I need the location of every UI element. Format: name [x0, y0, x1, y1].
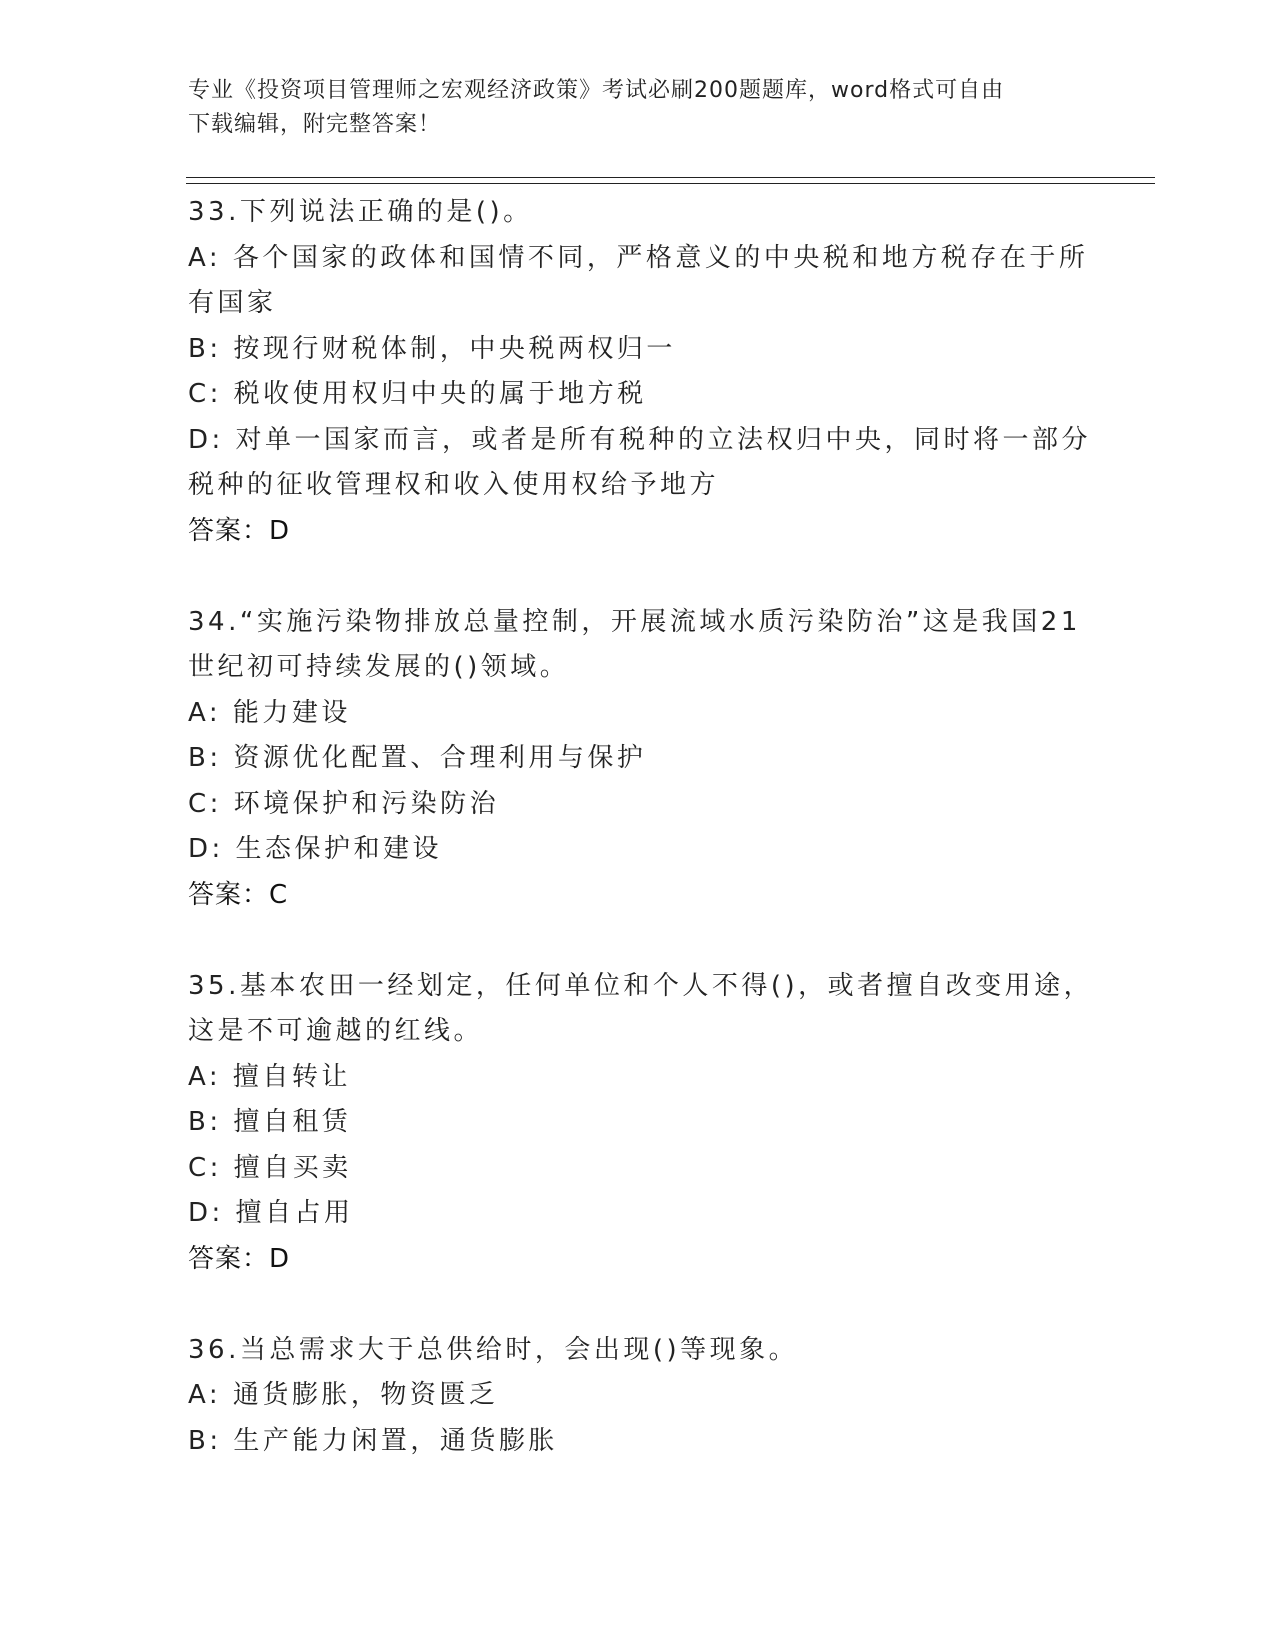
option-c: C: 环境保护和污染防治: [188, 788, 500, 819]
option-a-continued: 有国家: [188, 288, 277, 318]
option-c: C: 擅自买卖: [188, 1152, 352, 1183]
header-line-2: 下载编辑，附完整答案！: [188, 112, 442, 137]
header-line-1: 专业《投资项目管理师之宏观经济政策》考试必刷200题题库，word格式可自由: [188, 78, 1005, 103]
option-a: A: 通货膨胀，物资匮乏: [188, 1380, 499, 1410]
question-stem: 33.下列说法正确的是()。: [188, 197, 533, 227]
question-list: [188, 190, 1094, 1464]
question-block: [188, 190, 1092, 554]
option-a: A: 能力建设: [188, 697, 351, 728]
header-rule-top: [186, 177, 1155, 178]
option-d: D: 擅自占用: [188, 1198, 354, 1228]
option-d: D: 对单一国家而言，或者是所有税种的立法权归中央，同时将一部分: [188, 424, 1092, 455]
question-spacer: [188, 918, 1088, 964]
option-b: B: 按现行财税体制，中央税两权归一: [188, 333, 676, 364]
option-b: B: 擅自租赁: [188, 1107, 352, 1137]
answer-label: 答案：C: [188, 879, 289, 910]
option-a: A: 各个国家的政体和国情不同，严格意义的中央税和地方税存在于所: [188, 242, 1089, 273]
option-b: B: 生产能力闲置，通货膨胀: [188, 1425, 558, 1456]
option-a: A: 擅自转让: [188, 1061, 351, 1092]
question-stem: 36.当总需求大于总供给时，会出现()等现象。: [188, 1334, 799, 1365]
answer-label: 答案：D: [188, 515, 291, 546]
question-spacer: [188, 1282, 1088, 1328]
question-stem-continued: 世纪初可持续发展的()领域。: [188, 652, 570, 682]
question-block: [188, 600, 1088, 919]
question-stem: 34.“实施污染物排放总量控制，开展流域水质污染防治”这是我国21: [188, 606, 1081, 637]
answer-label: 答案：D: [188, 1243, 291, 1274]
question-spacer: [188, 554, 1088, 600]
option-d-continued: 税种的征收管理权和收入使用权给予地方: [188, 470, 720, 500]
question-block: [188, 964, 1094, 1283]
question-block: [188, 1328, 1088, 1465]
option-c: C: 税收使用权归中央的属于地方税: [188, 379, 647, 409]
question-stem-continued: 这是不可逾越的红线。: [188, 1016, 484, 1046]
option-b: B: 资源优化配置、合理利用与保护: [188, 743, 647, 773]
option-d: D: 生态保护和建设: [188, 834, 443, 864]
question-stem: 35.基本农田一经划定，任何单位和个人不得()，或者擅自改变用途，: [188, 970, 1094, 1001]
document-header: [188, 74, 1068, 142]
header-rule-bottom: [186, 183, 1155, 184]
